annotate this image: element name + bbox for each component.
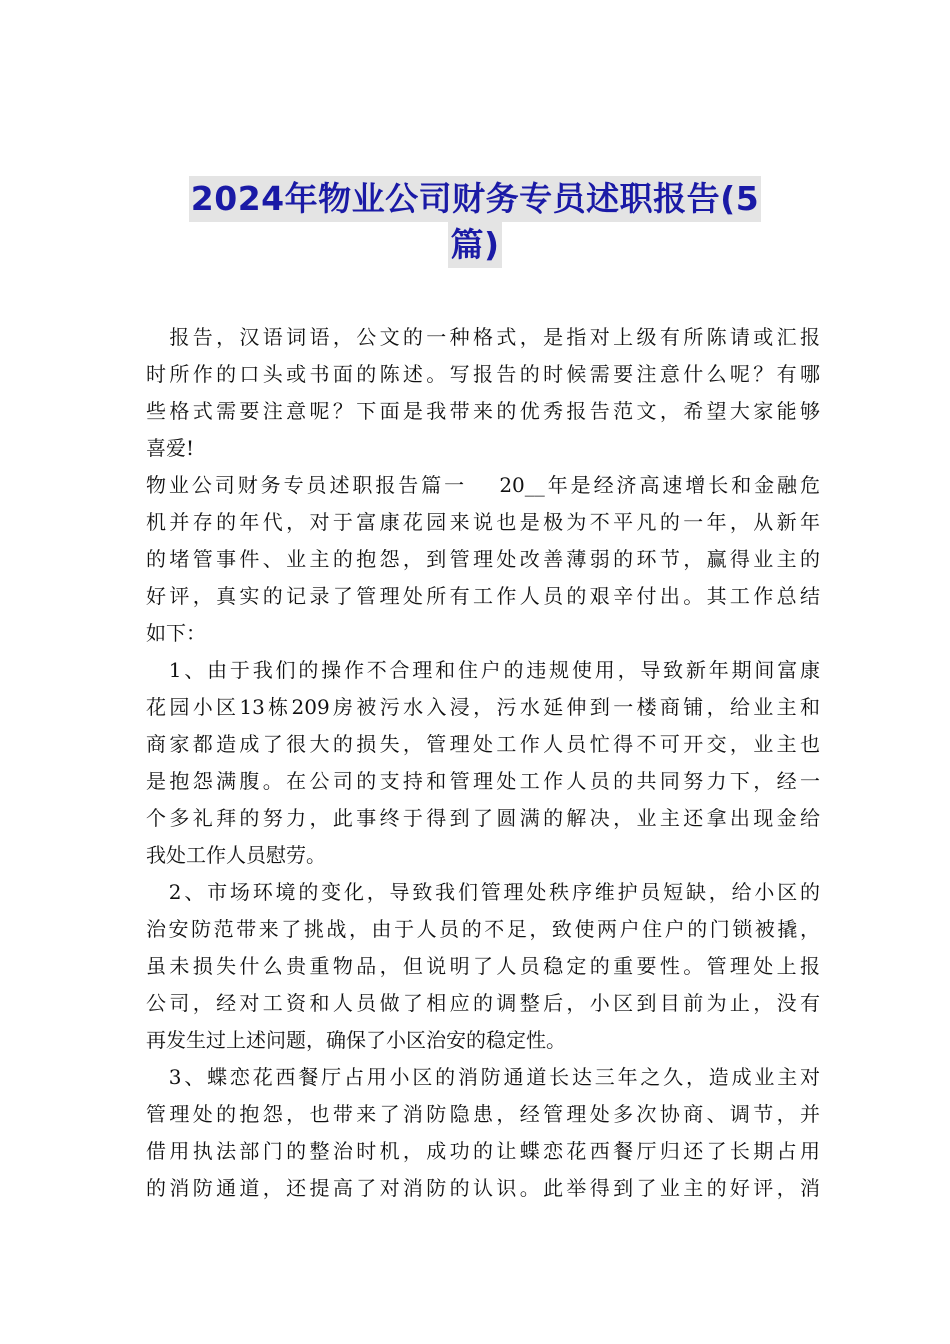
body-line: 报告，汉语词语，公文的一种格式，是指对上级有所陈请或汇报 — [146, 325, 820, 349]
body-line: 喜爱! — [146, 436, 195, 460]
body-line: 2、市场环境的变化，导致我们管理处秩序维护员短缺，给小区的 — [146, 880, 820, 904]
body-line: 是抱怨满腹。在公司的支持和管理处工作人员的共同努力下，经一 — [146, 769, 820, 793]
body-line: 时所作的口头或书面的陈述。写报告的时候需要注意什么呢？有哪 — [146, 362, 820, 386]
body-line: 如下： — [146, 621, 206, 645]
body-line: 借用执法部门的整治时机，成功的让蝶恋花西餐厅归还了长期占用 — [146, 1139, 820, 1163]
body-line: 公司，经对工资和人员做了相应的调整后，小区到目前为止，没有 — [146, 991, 820, 1015]
body-line: 的堵管事件、业主的抱怨，到管理处改善薄弱的环节，赢得业主的 — [146, 547, 820, 571]
body-line: 管理处的抱怨，也带来了消防隐患，经管理处多次协商、调节，并 — [146, 1102, 820, 1126]
body-line: 机并存的年代，对于富康花园来说也是极为不平凡的一年，从新年 — [146, 510, 820, 534]
title-line-1: 2024年物业公司财务专员述职报告(5 — [189, 176, 761, 222]
body-line: 再发生过上述问题，确保了小区治安的稳定性。 — [146, 1028, 566, 1052]
body-line: 虽未损失什么贵重物品，但说明了人员稳定的重要性。管理处上报 — [146, 954, 820, 978]
body-line: 些格式需要注意呢？下面是我带来的优秀报告范文，希望大家能够 — [146, 399, 820, 423]
title-line-2: 篇) — [448, 222, 501, 268]
body-line: 个多礼拜的努力，此事终于得到了圆满的解决，业主还拿出现金给 — [146, 806, 820, 830]
body-line: 我处工作人员慰劳。 — [146, 843, 326, 867]
body-line: 的消防通道，还提高了对消防的认识。此举得到了业主的好评，消 — [146, 1176, 820, 1200]
body-line: 物业公司财务专员述职报告篇一 20__年是经济高速增长和金融危 — [146, 473, 820, 497]
body-line: 商家都造成了很大的损失，管理处工作人员忙得不可开交，业主也 — [146, 732, 820, 756]
body-line: 3、蝶恋花西餐厅占用小区的消防通道长达三年之久，造成业主对 — [146, 1065, 820, 1089]
body-line: 好评，真实的记录了管理处所有工作人员的艰辛付出。其工作总结 — [146, 584, 820, 608]
body-line: 治安防范带来了挑战，由于人员的不足，致使两户住户的门锁被撬， — [146, 917, 820, 941]
body-line: 1、由于我们的操作不合理和住户的违规使用，导致新年期间富康 — [146, 658, 820, 682]
document-body — [146, 319, 820, 1207]
body-line: 花园小区13栋209房被污水入浸，污水延伸到一楼商铺，给业主和 — [146, 695, 820, 719]
document-title — [140, 176, 810, 268]
